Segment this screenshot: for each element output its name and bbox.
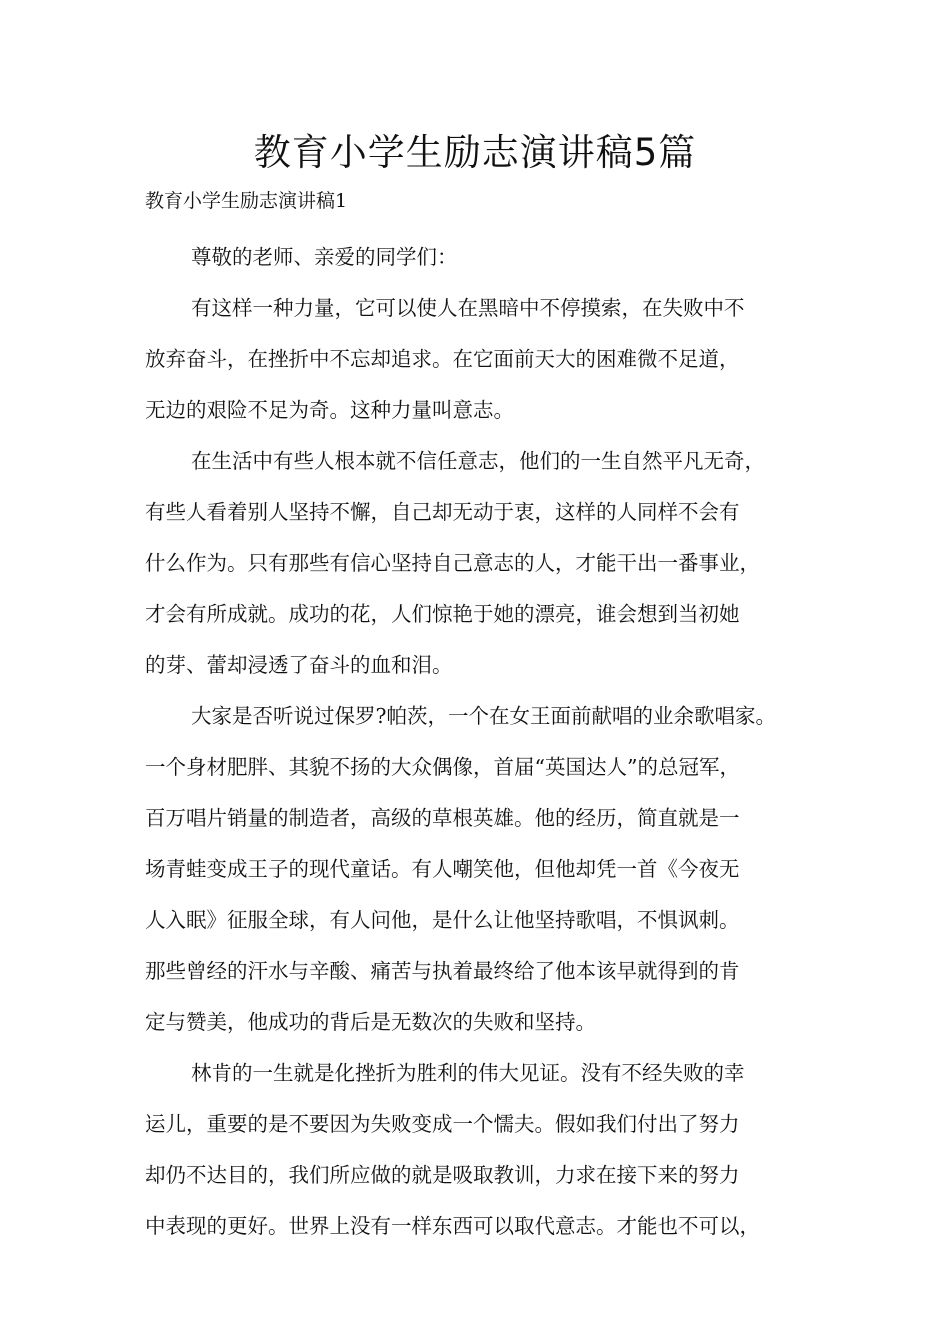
paragraph-paul-potts [145,691,825,1048]
paragraph-lincoln [145,1048,825,1252]
text-line: 有这样一种力量，它可以使人在黑暗中不停摸索，在失败中不 [191,296,745,320]
text-line: 的芽、蕾却浸透了奋斗的血和泪。 [145,653,453,677]
text-line: 什么作为。只有那些有信心坚持自己意志的人，才能干出一番事业， [145,551,760,575]
paragraph-willpower-intro [145,283,825,436]
text-line: 中表现的更好。世界上没有一样东西可以取代意志。才能也不可以， [145,1214,760,1238]
text-line: 林肯的一生就是化挫折为胜利的伟大见证。没有不经失败的幸 [191,1061,745,1085]
text-line: 尊敬的老师、亲爱的同学们： [191,245,458,269]
text-line: 有些人看着别人坚持不懈，自己却无动于衷，这样的人同样不会有 [145,500,740,524]
text-line: 运儿，重要的是不要因为失败变成一个懦夫。假如我们付出了努力 [145,1112,740,1136]
text-line: 百万唱片销量的制造者，高级的草根英雄。他的经历，简直就是一 [145,806,740,830]
paragraph-greeting [145,232,825,283]
text-line: 却仍不达目的，我们所应做的就是吸取教训，力求在接下来的努力 [145,1163,740,1187]
document-title: 教育小学生励志演讲稿5篇 [253,131,697,174]
text-line: 大家是否听说过保罗?帕茨，一个在女王面前献唱的业余歌唱家。 [191,704,776,728]
text-line: 一个身材肥胖、其貌不扬的大众偶像，首届“英国达人”的总冠军， [145,755,740,779]
document-body [145,232,825,1252]
text-line: 放弃奋斗，在挫折中不忘却追求。在它面前天大的困难微不足道， [145,347,740,371]
text-line: 在生活中有些人根本就不信任意志，他们的一生自然平凡无奇， [191,449,765,473]
text-line: 才会有所成就。成功的花，人们惊艳于她的漂亮，谁会想到当初她 [145,602,740,626]
section-heading: 教育小学生励志演讲稿1 [145,190,348,212]
text-line: 定与赞美，他成功的背后是无数次的失败和坚持。 [145,1010,596,1034]
text-line: 人入眠》征服全球，有人问他，是什么让他坚持歌唱，不惧讽刺。 [145,908,740,932]
text-line: 那些曾经的汗水与辛酸、痛苦与执着最终给了他本该早就得到的肯 [145,959,740,983]
text-line: 无边的艰险不足为奇。这种力量叫意志。 [145,398,514,422]
paragraph-life [145,436,825,691]
text-line: 场青蛙变成王子的现代童话。有人嘲笑他，但他却凭一首《今夜无 [145,857,740,881]
